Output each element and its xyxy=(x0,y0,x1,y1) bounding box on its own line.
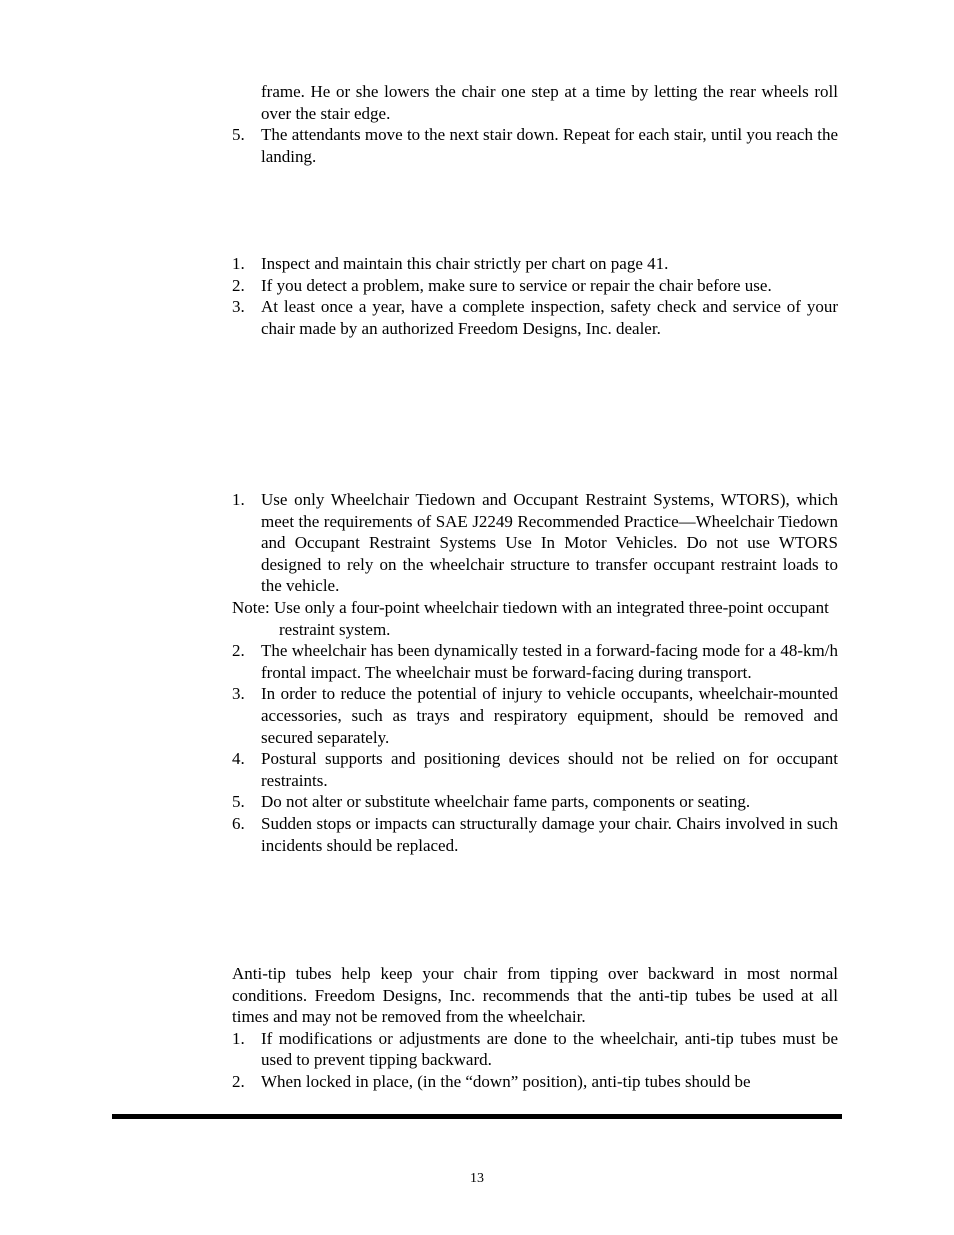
inspection-section xyxy=(232,253,838,339)
list-number: 5. xyxy=(232,792,245,812)
list-number: 2. xyxy=(232,1071,245,1091)
list-item xyxy=(232,1071,838,1093)
list-item xyxy=(232,275,838,297)
list-number: 3. xyxy=(232,297,245,317)
transport-section xyxy=(232,489,838,856)
list-number: 6. xyxy=(232,813,245,833)
list-text: When locked in place, (in the “down” position), anti-tip tubes should be xyxy=(261,1071,751,1091)
list-item xyxy=(232,791,838,813)
list-number: 1. xyxy=(232,1028,245,1048)
list-item xyxy=(232,683,838,748)
list-item xyxy=(232,296,838,339)
list-item xyxy=(232,1028,838,1071)
list-text: If modifications or adjustments are done to the wheelchair, anti-tip tubes must be used to prevent tipping backward. xyxy=(261,1028,838,1070)
list-number: 2. xyxy=(232,275,245,295)
list-text: If you detect a problem, make sure to service or repair the chair before use. xyxy=(261,275,772,295)
footer-rule xyxy=(112,1114,842,1119)
list-text: In order to reduce the potential of injury to vehicle occupants, wheelchair-mounted accessories, such as trays and respiratory equipment, should be removed and secured separately. xyxy=(261,684,838,747)
list-text: Use only Wheelchair Tiedown and Occupant Restraint Systems, WTORS), which meet the requirements of SAE J2249 Recommended Practice—Wheelchair Tiedown and Occupant Restraint Systems Use In Motor Vehicles. Do not use WTORS designed to rely on the wheelchair structure to transfer occupant restraint loads to the vehicle. xyxy=(261,490,838,596)
list-text: The attendants move to the next stair down. Repeat for each stair, until you reach the landing. xyxy=(261,125,838,166)
list-text: At least once a year, have a complete inspection, safety check and service of your chair made by an authorized Freedom Designs, Inc. dealer. xyxy=(261,297,838,338)
list-text: Do not alter or substitute wheelchair fame parts, components or seating. xyxy=(261,792,751,812)
list-number: 1. xyxy=(232,254,245,273)
list-item xyxy=(232,813,838,856)
list-number: 5. xyxy=(232,125,245,145)
list-item xyxy=(232,748,838,791)
list-item xyxy=(232,124,838,167)
list-text: Postural supports and positioning devices should not be relied on for occupant restraints. xyxy=(261,749,838,790)
antitip-intro: Anti-tip tubes help keep your chair from tipping over backward in most normal conditions. Freedom Designs, Inc. recommends that the anti-tip tubes be used at all times and may not be removed from the wheelchair. xyxy=(232,964,838,1027)
list-item xyxy=(232,640,838,683)
page-number: 13 xyxy=(470,1171,484,1186)
list-text: Inspect and maintain this chair strictly per chart on page 41. xyxy=(261,254,669,273)
list-text: The wheelchair has been dynamically tested in a forward-facing mode for a 48-km/h frontal impact. The wheelchair must be forward-facing during transport. xyxy=(261,641,838,682)
list-item xyxy=(232,253,838,275)
list-number: 2. xyxy=(232,641,245,661)
note-text: Note: Use only a four-point wheelchair tiedown with an integrated three-point occupant restraint system. xyxy=(232,597,829,639)
antitip-section xyxy=(232,963,838,1093)
list-number: 1. xyxy=(232,490,245,509)
list-number: 4. xyxy=(232,749,245,769)
list-text: Sudden stops or impacts can structurally damage your chair. Chairs involved in such incidents should be replaced. xyxy=(261,813,838,855)
list-item xyxy=(232,489,838,597)
stairs-continuation-text: frame. He or she lowers the chair one step at a time by letting the rear wheels roll over the stair edge. xyxy=(261,82,838,123)
list-number: 3. xyxy=(232,684,245,704)
stairs-section xyxy=(232,81,838,167)
